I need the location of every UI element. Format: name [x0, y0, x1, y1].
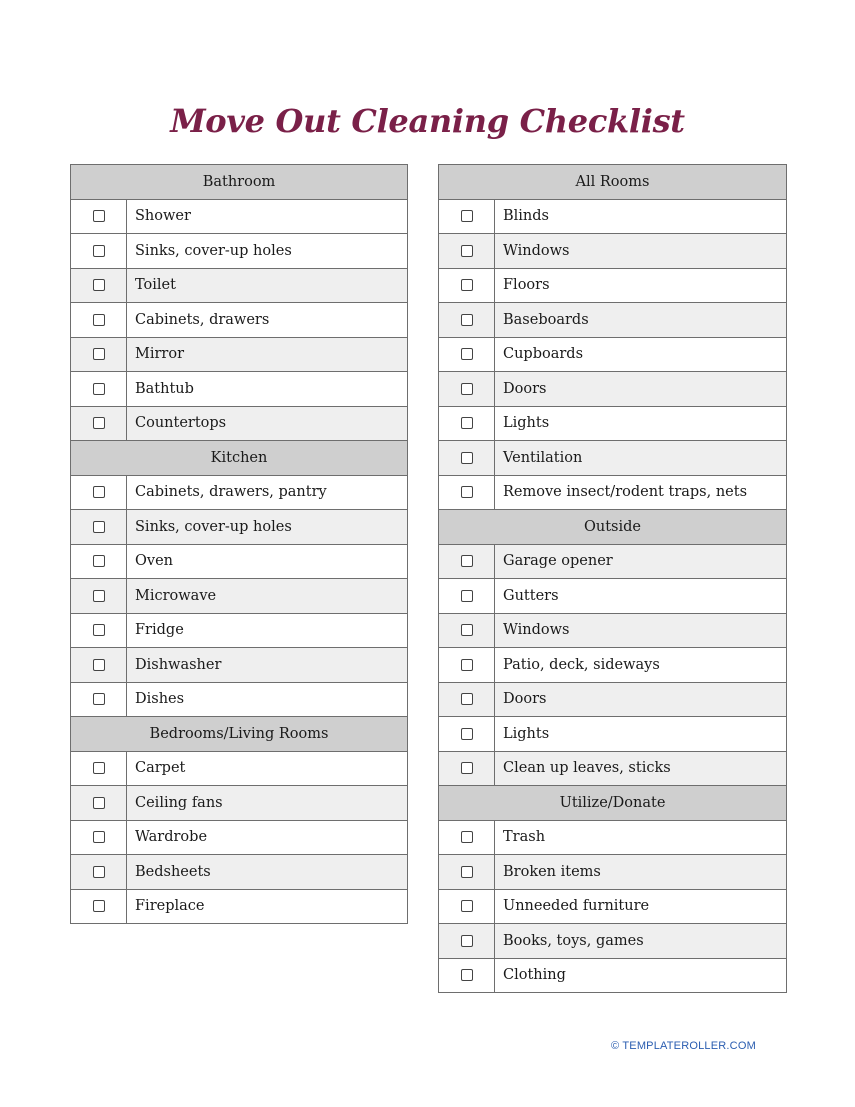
- section-header-label: Utilize/Donate: [559, 794, 666, 811]
- item-label: Garage opener: [503, 553, 613, 570]
- checkbox[interactable]: [93, 417, 105, 429]
- item-label: Patio, deck, sideways: [503, 656, 660, 673]
- checklist-row: [71, 476, 407, 511]
- checkbox[interactable]: [461, 486, 473, 498]
- checklist-row: [439, 234, 786, 269]
- page-title: Move Out Cleaning Checklist: [170, 102, 685, 140]
- section-header-bedrooms: [71, 717, 407, 752]
- checklist-row: [439, 269, 786, 304]
- item-label: Microwave: [135, 587, 217, 604]
- checkbox[interactable]: [461, 728, 473, 740]
- checklist-row: [439, 821, 786, 856]
- checkbox[interactable]: [461, 935, 473, 947]
- item-label: Carpet: [135, 760, 186, 777]
- item-label: Dishes: [135, 691, 185, 708]
- checkbox[interactable]: [461, 314, 473, 326]
- checkbox[interactable]: [93, 693, 105, 705]
- item-label: Broken items: [503, 863, 601, 880]
- checkbox[interactable]: [461, 590, 473, 602]
- section-header-utilize-donate: [439, 786, 786, 821]
- checklist-row: [439, 855, 786, 890]
- checkbox[interactable]: [93, 762, 105, 774]
- checkbox[interactable]: [461, 555, 473, 567]
- checklist-row: [439, 959, 786, 994]
- item-label: Clean up leaves, sticks: [503, 760, 671, 777]
- section-header-outside: [439, 510, 786, 545]
- checklist-row: [439, 614, 786, 649]
- item-label: Sinks, cover-up holes: [135, 518, 292, 535]
- right-checklist-table: [438, 164, 787, 993]
- checklist-row: [439, 648, 786, 683]
- checkbox[interactable]: [461, 900, 473, 912]
- section-header-label: Outside: [584, 518, 641, 535]
- item-label: Lights: [503, 415, 550, 432]
- item-label: Remove insect/rodent traps, nets: [503, 484, 748, 501]
- item-label: Clothing: [503, 967, 566, 984]
- item-label: Bathtub: [135, 380, 194, 397]
- section-header-label: Bathroom: [202, 173, 276, 190]
- checkbox[interactable]: [93, 486, 105, 498]
- section-header-bathroom: [71, 165, 407, 200]
- item-label: Baseboards: [503, 311, 589, 328]
- checklist-row: [439, 545, 786, 580]
- checklist-row: [439, 303, 786, 338]
- checkbox[interactable]: [93, 210, 105, 222]
- checkbox[interactable]: [93, 831, 105, 843]
- item-label: Windows: [503, 242, 570, 259]
- item-label: Lights: [503, 725, 550, 742]
- section-header-label: Kitchen: [210, 449, 268, 466]
- item-label: Countertops: [135, 415, 227, 432]
- checklist-row: [71, 407, 407, 442]
- checklist-row: [71, 890, 407, 925]
- checkbox[interactable]: [461, 210, 473, 222]
- checklist-row: [71, 234, 407, 269]
- checkbox[interactable]: [461, 693, 473, 705]
- checkbox[interactable]: [461, 348, 473, 360]
- checkbox[interactable]: [461, 866, 473, 878]
- checkbox[interactable]: [93, 866, 105, 878]
- checkbox[interactable]: [93, 314, 105, 326]
- item-label: Blinds: [503, 208, 549, 225]
- item-label: Toilet: [135, 277, 176, 294]
- checkbox[interactable]: [461, 624, 473, 636]
- checklist-row: [71, 200, 407, 235]
- checkbox[interactable]: [93, 659, 105, 671]
- checklist-row: [71, 614, 407, 649]
- section-header-label: All Rooms: [575, 173, 650, 190]
- footer-credit[interactable]: © TEMPLATEROLLER.COM: [611, 1040, 756, 1052]
- checklist-row: [71, 510, 407, 545]
- checklist-row: [71, 303, 407, 338]
- checkbox[interactable]: [461, 762, 473, 774]
- item-label: Mirror: [135, 346, 185, 363]
- item-label: Oven: [135, 553, 173, 570]
- item-label: Windows: [503, 622, 570, 639]
- item-label: Trash: [503, 829, 546, 846]
- checklist-row: [439, 407, 786, 442]
- checklist-row: [439, 890, 786, 925]
- item-label: Wardrobe: [135, 829, 208, 846]
- checklist-row: [439, 579, 786, 614]
- left-checklist-table: [70, 164, 408, 924]
- checklist-row: [71, 821, 407, 856]
- checklist-row: [71, 683, 407, 718]
- item-label: Cabinets, drawers, pantry: [135, 484, 327, 501]
- checkbox[interactable]: [93, 624, 105, 636]
- checkbox[interactable]: [93, 555, 105, 567]
- item-label: Doors: [503, 691, 547, 708]
- item-label: Unneeded furniture: [503, 898, 650, 915]
- checklist-row: [71, 338, 407, 373]
- checkbox[interactable]: [461, 417, 473, 429]
- checkbox[interactable]: [461, 245, 473, 257]
- checkbox[interactable]: [461, 279, 473, 291]
- checklist-row: [71, 648, 407, 683]
- checkbox[interactable]: [461, 452, 473, 464]
- checkbox[interactable]: [93, 521, 105, 533]
- checklist-row: [439, 717, 786, 752]
- checklist-row: [71, 752, 407, 787]
- section-header-kitchen: [71, 441, 407, 476]
- checkbox[interactable]: [461, 383, 473, 395]
- checklist-row: [71, 579, 407, 614]
- item-label: Books, toys, games: [503, 932, 644, 949]
- section-header-label: Bedrooms/Living Rooms: [149, 725, 329, 742]
- checklist-row: [439, 476, 786, 511]
- item-label: Sinks, cover-up holes: [135, 242, 292, 259]
- checkbox[interactable]: [461, 659, 473, 671]
- item-label: Bedsheets: [135, 863, 211, 880]
- item-label: Ceiling fans: [135, 794, 223, 811]
- checklist-row: [439, 200, 786, 235]
- checkbox[interactable]: [461, 969, 473, 981]
- checkbox[interactable]: [93, 279, 105, 291]
- checkbox[interactable]: [93, 797, 105, 809]
- checklist-row: [71, 269, 407, 304]
- checkbox[interactable]: [93, 900, 105, 912]
- checkbox[interactable]: [461, 831, 473, 843]
- checklist-row: [71, 855, 407, 890]
- item-label: Fireplace: [135, 898, 205, 915]
- item-label: Ventilation: [503, 449, 583, 466]
- item-label: Cupboards: [503, 346, 584, 363]
- checklist-row: [439, 752, 786, 787]
- item-label: Doors: [503, 380, 547, 397]
- checklist-row: [71, 545, 407, 580]
- checklist-row: [71, 372, 407, 407]
- section-header-all-rooms: [439, 165, 786, 200]
- checklist-row: [439, 683, 786, 718]
- item-label: Gutters: [503, 587, 559, 604]
- item-label: Dishwasher: [135, 656, 222, 673]
- checkbox[interactable]: [93, 348, 105, 360]
- checkbox[interactable]: [93, 383, 105, 395]
- checkbox[interactable]: [93, 590, 105, 602]
- item-label: Cabinets, drawers: [135, 311, 270, 328]
- checklist-row: [71, 786, 407, 821]
- item-label: Fridge: [135, 622, 184, 639]
- checklist-row: [439, 924, 786, 959]
- checklist-row: [439, 338, 786, 373]
- checklist-row: [439, 441, 786, 476]
- checkbox[interactable]: [93, 245, 105, 257]
- item-label: Floors: [503, 277, 550, 294]
- item-label: Shower: [135, 208, 191, 225]
- checklist-row: [439, 372, 786, 407]
